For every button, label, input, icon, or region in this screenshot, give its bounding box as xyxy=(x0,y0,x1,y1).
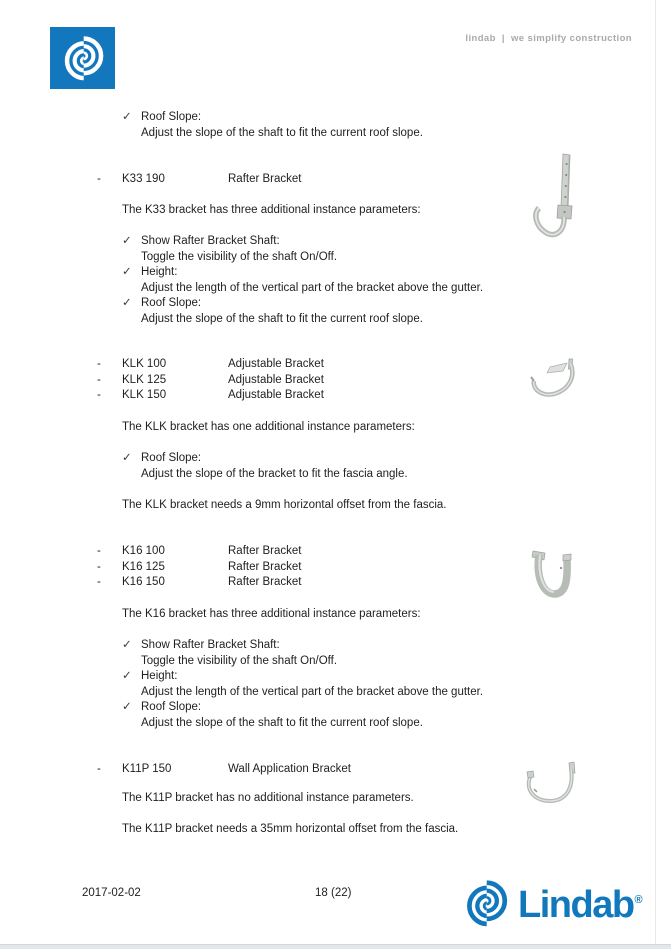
dash-bullet: - xyxy=(97,576,101,588)
param-desc: Toggle the visibility of the shaft On/Off. xyxy=(141,654,338,667)
dash-bullet: - xyxy=(97,763,101,775)
param-desc: Adjust the slope of the bracket to fit the fascia angle. xyxy=(141,467,408,480)
product-code: KLK 150 xyxy=(122,389,167,401)
param-label: Show Rafter Bracket Shaft: xyxy=(141,235,280,247)
dash-bullet: - xyxy=(97,560,101,573)
product-code: K16 150 xyxy=(122,576,165,588)
product-code: KLK 125 xyxy=(122,373,167,386)
product-code: K11P 150 xyxy=(122,763,172,775)
check-icon: ✓ xyxy=(122,670,132,682)
check-icon: ✓ xyxy=(122,111,132,123)
k16-rafter-bracket-image xyxy=(528,547,576,605)
dash-bullet: - xyxy=(97,358,101,370)
check-icon: ✓ xyxy=(122,297,132,309)
footer-lindab-logo xyxy=(460,874,643,931)
k11p-product-list xyxy=(97,762,351,778)
param-label: Show Rafter Bracket Shaft: xyxy=(141,639,280,651)
lindab-circles-icon xyxy=(460,877,512,929)
page-bottom-bar xyxy=(0,944,671,949)
param-label: Roof Slope: xyxy=(141,452,202,464)
product-type: Adjustable Bracket xyxy=(228,358,324,370)
check-icon: ✓ xyxy=(122,266,132,278)
check-icon: ✓ xyxy=(122,639,132,651)
klk-param-list xyxy=(97,451,408,482)
k11p-note: The K11P bracket needs a 35mm horizontal offset from the fascia. xyxy=(122,823,459,835)
product-type: Rafter Bracket xyxy=(228,173,302,185)
logo-text: Lindab xyxy=(518,884,634,926)
product-type: Adjustable Bracket xyxy=(228,373,324,386)
dash-bullet: - xyxy=(97,545,101,557)
param-label: Roof Slope: xyxy=(141,297,202,309)
klk-adjustable-bracket-image xyxy=(526,354,580,406)
param-label: Height: xyxy=(141,670,178,682)
k16-param-list xyxy=(97,638,483,731)
product-code: K16 100 xyxy=(122,545,165,557)
product-code: K16 125 xyxy=(122,560,165,573)
param-desc: Adjust the slope of the shaft to fit the current roof slope. xyxy=(141,126,423,139)
header-tagline: lindab | we simplify construction xyxy=(465,33,632,44)
registered-trademark-symbol: ® xyxy=(634,894,643,906)
footer-date: 2017-02-02 xyxy=(82,887,141,899)
product-type: Rafter Bracket xyxy=(228,545,302,557)
lindab-logo-square xyxy=(50,27,115,89)
footer-page-number: 18 (22) xyxy=(315,887,352,899)
param-desc: Toggle the visibility of the shaft On/Off. xyxy=(141,250,338,263)
param-desc: Adjust the slope of the shaft to fit the current roof slope. xyxy=(141,312,423,325)
param-desc: Adjust the length of the vertical part of the bracket above the gutter. xyxy=(141,281,484,294)
product-type: Adjustable Bracket xyxy=(228,389,324,401)
param-label: Roof Slope: xyxy=(141,111,202,123)
klk-intro: The KLK bracket has one additional instance parameters: xyxy=(122,421,415,433)
k33-intro: The K33 bracket has three additional instance parameters: xyxy=(122,204,421,216)
param-label: Roof Slope: xyxy=(141,701,202,713)
leading-param-block xyxy=(97,110,423,141)
k11p-wall-application-bracket-image xyxy=(521,758,581,810)
k11p-para: The K11P bracket has no additional instance parameters. xyxy=(122,792,414,804)
k33-product-list xyxy=(97,172,302,188)
dash-bullet: - xyxy=(97,173,101,185)
k33-param-list xyxy=(97,234,483,327)
dash-bullet: - xyxy=(97,389,101,401)
lindab-circles-icon xyxy=(58,33,108,83)
check-icon: ✓ xyxy=(122,452,132,464)
product-type: Wall Application Bracket xyxy=(228,763,351,775)
param-desc: Adjust the slope of the shaft to fit the current roof slope. xyxy=(141,716,423,729)
param-desc: Adjust the length of the vertical part of the bracket above the gutter. xyxy=(141,685,484,698)
page-right-edge xyxy=(655,0,656,949)
k33-rafter-bracket-image xyxy=(530,152,584,240)
product-code: KLK 100 xyxy=(122,358,167,370)
k16-product-list xyxy=(97,544,302,591)
check-icon: ✓ xyxy=(122,235,132,247)
klk-note: The KLK bracket needs a 9mm horizontal offset from the fascia. xyxy=(122,499,447,511)
klk-product-list xyxy=(97,357,324,404)
param-label: Height: xyxy=(141,266,178,278)
dash-bullet: - xyxy=(97,373,101,386)
footer-logo-wordmark xyxy=(518,874,643,931)
product-type: Rafter Bracket xyxy=(228,560,302,573)
k16-intro: The K16 bracket has three additional instance parameters: xyxy=(122,608,421,620)
product-code: K33 190 xyxy=(122,173,165,185)
check-icon: ✓ xyxy=(122,701,132,713)
product-type: Rafter Bracket xyxy=(228,576,302,588)
